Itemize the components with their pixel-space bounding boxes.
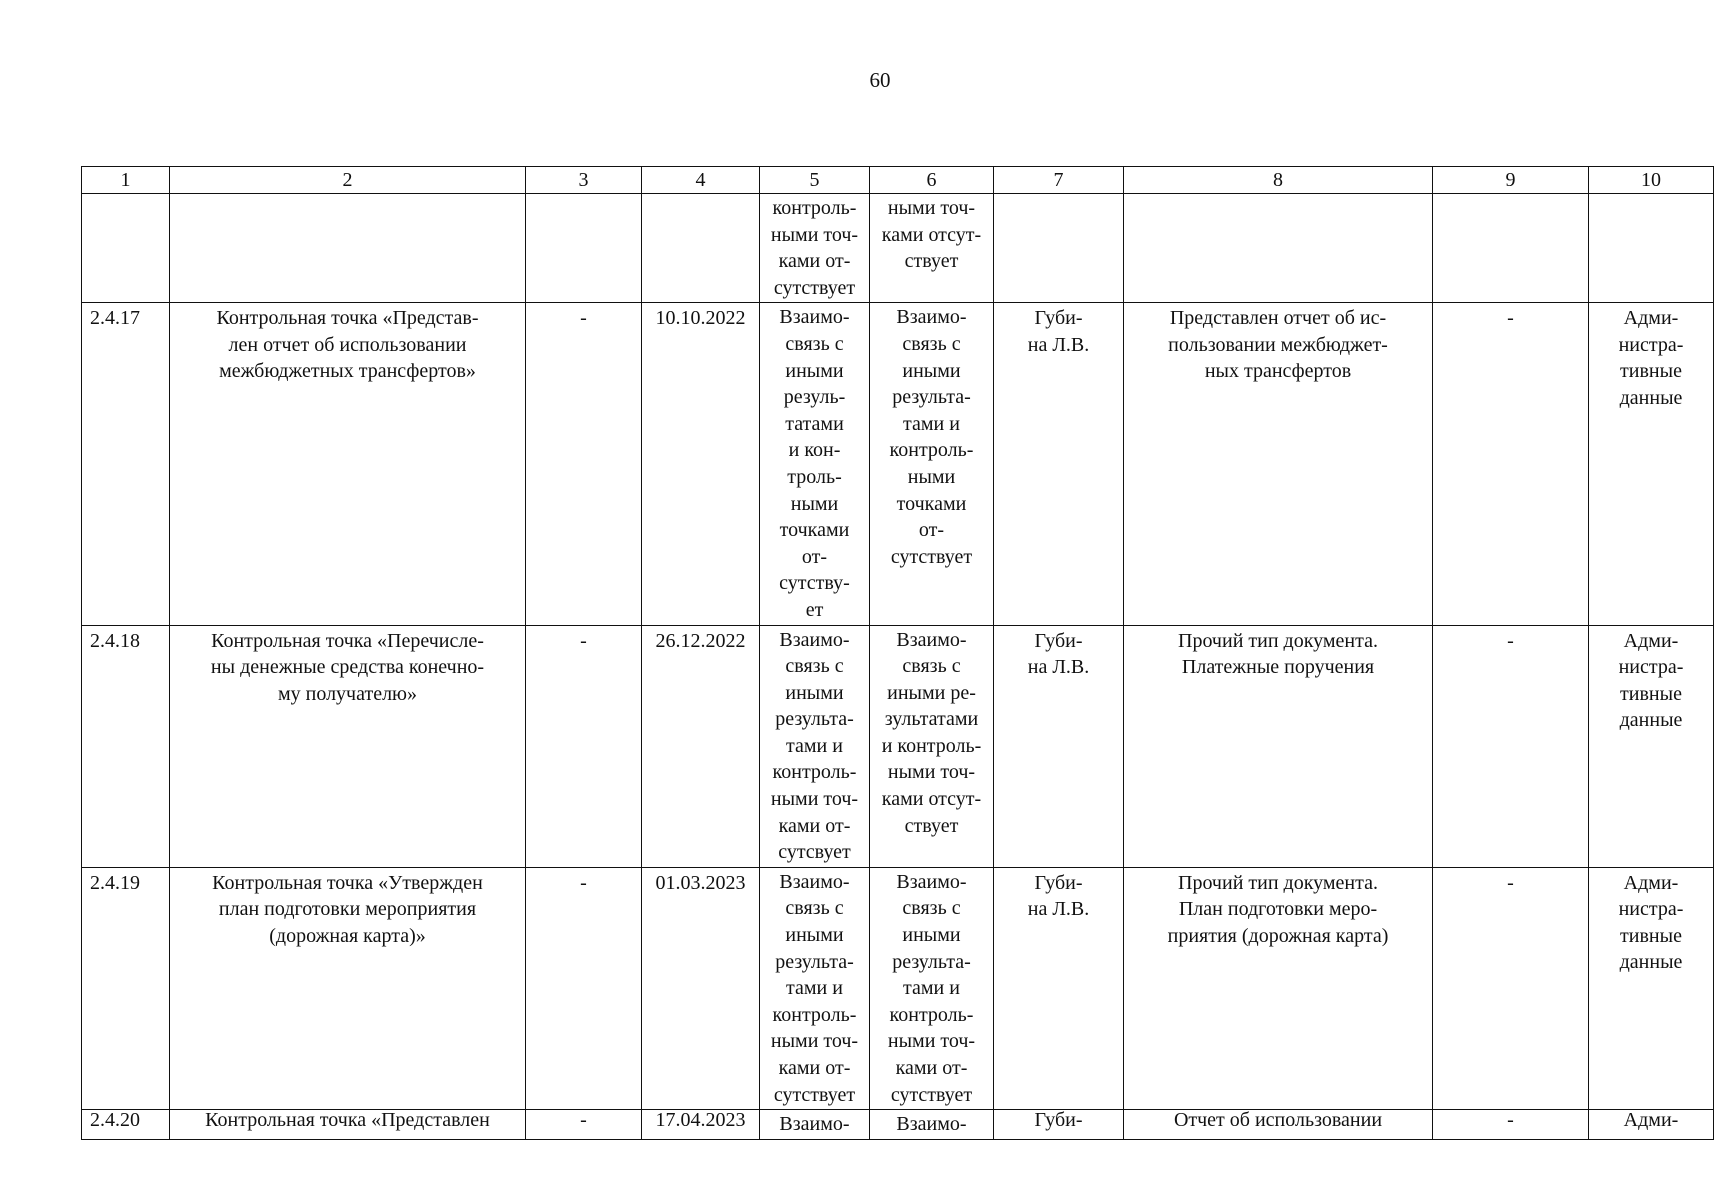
deadline-date: 01.03.2023 <box>642 867 760 1109</box>
responsible-person: Губи- на Л.В. <box>994 625 1124 867</box>
relation-col-6: Взаимо- <box>870 1110 994 1140</box>
header-cell: 4 <box>642 167 760 194</box>
deadline-date: 10.10.2022 <box>642 303 760 625</box>
page-number: 60 <box>869 68 891 92</box>
header-cell: 2 <box>170 167 526 194</box>
table-row <box>82 867 1714 1109</box>
information-source: Адми- <box>1589 1110 1714 1140</box>
relation-col-6: ными точ- ками отсут- ствует <box>870 194 994 303</box>
column-3-value: - <box>526 867 642 1109</box>
control-points-table <box>81 166 1714 1140</box>
header-cell: 9 <box>1433 167 1589 194</box>
column-9-value: - <box>1433 625 1589 867</box>
table-row <box>82 194 1714 303</box>
responsible-person: Губи- на Л.В. <box>994 867 1124 1109</box>
control-point-name: Контрольная точка «Представлен <box>170 1110 526 1140</box>
table-row <box>82 1110 1714 1140</box>
deadline-date: 17.04.2023 <box>642 1110 760 1140</box>
responsible-person <box>994 194 1124 303</box>
column-3-value: - <box>526 625 642 867</box>
header-cell: 10 <box>1589 167 1714 194</box>
relation-col-5: контроль- ными точ- ками от- сутствует <box>760 194 870 303</box>
control-point-name: Контрольная точка «Перечисле- ны денежные средства конечно- му получателю» <box>170 625 526 867</box>
relation-col-5: Взаимо- связь с иными результа- тами и контроль- ными точ- ками от- сутсвует <box>760 625 870 867</box>
column-3-value <box>526 194 642 303</box>
control-point-name <box>170 194 526 303</box>
row-number: 2.4.18 <box>82 625 170 867</box>
deadline-date <box>642 194 760 303</box>
header-cell: 7 <box>994 167 1124 194</box>
column-9-value <box>1433 194 1589 303</box>
column-3-value: - <box>526 303 642 625</box>
document-type <box>1124 194 1433 303</box>
information-source <box>1589 194 1714 303</box>
row-number: 2.4.17 <box>82 303 170 625</box>
relation-col-6: Взаимо- связь с иными ре- зультатами и контроль- ными точ- ками отсут- ствует <box>870 625 994 867</box>
table-row <box>82 625 1714 867</box>
column-9-value: - <box>1433 1110 1589 1140</box>
responsible-person: Губи- <box>994 1110 1124 1140</box>
row-number: 2.4.20 <box>82 1110 170 1140</box>
information-source: Адми- нистра- тивные данные <box>1589 867 1714 1109</box>
information-source: Адми- нистра- тивные данные <box>1589 303 1714 625</box>
header-cell: 8 <box>1124 167 1433 194</box>
row-number <box>82 194 170 303</box>
header-cell: 1 <box>82 167 170 194</box>
document-type: Прочий тип документа. Платежные поручения <box>1124 625 1433 867</box>
header-row <box>82 167 1714 194</box>
document-type: Отчет об использовании <box>1124 1110 1433 1140</box>
column-9-value: - <box>1433 303 1589 625</box>
row-number: 2.4.19 <box>82 867 170 1109</box>
relation-col-5: Взаимо- связь с иными резуль- татами и кон- троль- ными точками от- сутству- ет <box>760 303 870 625</box>
header-cell: 6 <box>870 167 994 194</box>
column-3-value: - <box>526 1110 642 1140</box>
relation-col-6: Взаимо- связь с иными результа- тами и контроль- ными точ- ками от- сутствует <box>870 867 994 1109</box>
information-source: Адми- нистра- тивные данные <box>1589 625 1714 867</box>
column-9-value: - <box>1433 867 1589 1109</box>
header-cell: 3 <box>526 167 642 194</box>
table-row <box>82 303 1714 625</box>
deadline-date: 26.12.2022 <box>642 625 760 867</box>
control-point-name: Контрольная точка «Утвержден план подготовки мероприятия (дорожная карта)» <box>170 867 526 1109</box>
relation-col-5: Взаимо- <box>760 1110 870 1140</box>
control-point-name: Контрольная точка «Представ- лен отчет об использовании межбюджетных трансфертов» <box>170 303 526 625</box>
document-type: Прочий тип документа. План подготовки меро- приятия (дорожная карта) <box>1124 867 1433 1109</box>
relation-col-5: Взаимо- связь с иными результа- тами и контроль- ными точ- ками от- сутствует <box>760 867 870 1109</box>
responsible-person: Губи- на Л.В. <box>994 303 1124 625</box>
document-type: Представлен отчет об ис- пользовании межбюджет- ных трансфертов <box>1124 303 1433 625</box>
header-cell: 5 <box>760 167 870 194</box>
relation-col-6: Взаимо- связь с иными результа- тами и контроль- ными точками от- сутствует <box>870 303 994 625</box>
